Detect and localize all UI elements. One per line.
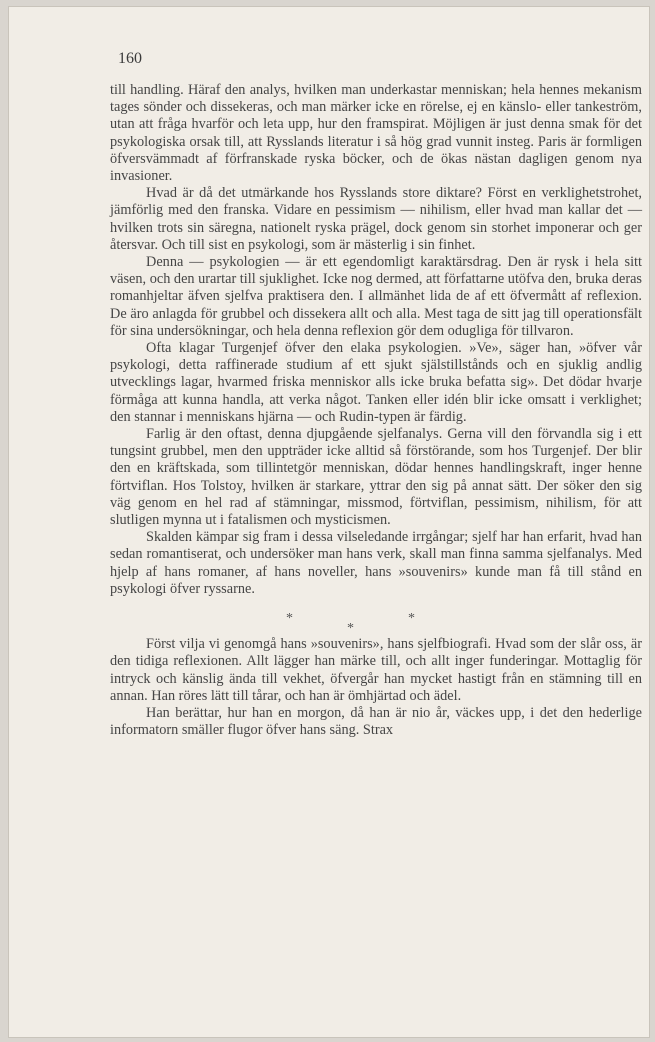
body-text [110, 82, 642, 739]
paragraph: Hvad är då det utmärkande hos Rysslands store diktare? Först en verklighetstrohet, jämförlig med den franska. Vidare en pessimism — nihilism, eller hvad man kallar det — hvilken trots sin säregna, nationelt ryska prägel, dock genom sin storhet imponerar och ger återsvar. Och till sist en psykologi, som är mästerlig i sin finhet. [110, 185, 642, 253]
page-number: 160 [118, 50, 142, 67]
book-page [8, 6, 650, 1038]
separator-star: * [347, 621, 354, 637]
paragraph: Farlig är den oftast, denna djupgående sjelfanalys. Gerna vill den förvandla sig i ett tungsint grubbel, men den uppträder icke alltid så förstörande, som hos Turgenjef. Der blir den en kräftskada, som tillintetgör menniskan, dödar hennes handlingskraft, inger henne förtviflan. Hos Tolstoy, hvilken är starkare, yttrar den sig på annat sätt. Der söker den sig väg genom en hel rad af stämningar, missmod, förtviflan, pessimism, nihilism, för att slutligen mynna ut i fatalismen och mysticismen. [110, 426, 642, 529]
paragraph: Skalden kämpar sig fram i dessa vilseledande irrgångar; sjelf har han erfarit, hvad han sedan romantiserat, och undersöker man hans verk, skall man finna samma sjelfanalys. Med hjelp af hans romaner, af hans noveller, hans »souvenirs» kunde man få till stånd en psykologi öfver ryssarne. [110, 529, 642, 597]
section-separator [110, 598, 642, 636]
separator-star: * [286, 611, 293, 627]
paragraph: Ofta klagar Turgenjef öfver den elaka psykologien. »Ve», säger han, »öfver vår psykologi, detta raffinerade studium af ett sjukt själstillstånds och en sjuklig andlig utvecklings lagar, hvarmed friska menniskor alls icke bruka befatta sig». Det dödar hvarje förmåga att kunna handla, att verka något. Tanken eller idén blir icke omsatt i verklighet; den stannar i menniskans hjärna — och Rudin-typen är färdig. [110, 340, 642, 425]
separator-star: * [408, 611, 415, 627]
paragraph: Denna — psykologien — är ett egendomligt karaktärsdrag. Den är rysk i hela sitt väsen, och den urartar till sjuklighet. Icke nog dermed, att författarne utöfva den, bruka deras romanhjeltar äfven sjelfva praktisera den. I allmänhet lida de af ett öfvermått af reflexion. De äro anlagda för grubbel och dissekera allt och alla. Mest taga de sitt jag till operationsfält för sina undersökningar, och hela denna reflexion gör dem odugliga för tillvaron. [110, 254, 642, 339]
paragraph: Han berättar, hur han en morgon, då han är nio år, väckes upp, i det den hederlige informatorn smäller flugor öfver hans säng. Strax [110, 704, 642, 739]
paragraph: till handling. Häraf den analys, hvilken man underkastar menniskan; hela hennes mekanism tages sönder och dissekeras, och man märker icke en rörelse, ej en känslo- eller tankeström, utan att fråga hvarför och leta upp, hur den framspirat. Möjligen är just denna smak för det psykologiska orsak till, att Rysslands literatur i så hög grad vunnit insteg. Paris är formligen öfversvämmadt af förfranskade ryska böcker, och de ökas nästan dagligen genom nya invasioner. [110, 82, 642, 185]
paragraph: Först vilja vi genomgå hans »souvenirs», hans sjelfbiografi. Hvad som der slår oss, är den tidiga reflexionen. Allt lägger han märke till, och allt inger funderingar. Mottaglig för intryck och känslig ända till vekhet, öfvergår han mycket hastigt från en stämning till en annan. Han röres lätt till tårar, och han är ömhjärtad och ädel. [110, 636, 642, 704]
